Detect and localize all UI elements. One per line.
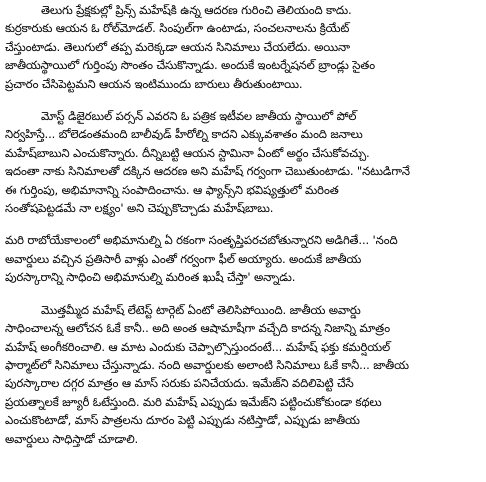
text-line: పురస్కారాన్ని సాధించి అభిమానుల్ని మరింత ఖుషీ చేస్తా' అన్నాడు. — [5, 270, 296, 285]
text-line: మహేష్‌బాబుని ఎంచుకొన్నారు. దీన్నిబట్టి ఆయన స్టామినా ఏంటో అర్థం చేసుకోవచ్చు. — [5, 145, 370, 160]
text-line: నిర్వహిస్తే... బోలెడంతమంది బాలీవుడ్ హీరోల్ని కాదని ఎక్కువశాతం మంది జనాలు — [5, 127, 363, 142]
paragraph-2 — [5, 107, 481, 217]
text-line: ఫార్మాట్‌లో సినిమాలు చేస్తున్నాడు. నంది అవార్డులకు అలాంటి సినిమాలు ఓకే కానీ... జాతీయ — [5, 357, 409, 372]
text-line: మొత్తమ్మీద మహేష్ లేటెస్ట్ టార్గెట్ ఏంటో తెలిసిపోయింది. జాతీయ అవార్డు — [41, 302, 361, 317]
paragraph-3 — [5, 231, 481, 286]
text-line: చేస్తుంటాడు. తెలుగులో తప్ప మరెక్కడా ఆయన సినిమాలు చేయలేదు. అయినా — [5, 39, 350, 54]
text-line: పురస్కారాల దగ్గర మాత్రం ఆ మాస్ సరుకు పనిచేయదు. ఇమేజ్‌ని వదిలిపెట్టి చేసే — [5, 376, 354, 391]
text-line: ఇదంతా నాకు సినిమాలతో దక్కిన ఆదరణ అని మహేష్ గర్వంగా చెబుతుంటాడు. "నటుడిగానే — [5, 164, 410, 179]
text-line: మరి రాబోయేకాలంలో అభిమానుల్ని ఏ రకంగా సంతృప్తిపరచబోతున్నారని అడిగితే... 'నంది — [5, 233, 398, 248]
text-line: ప్రచారం చేసిపెట్టమని ఆయన ఇంటిముందు బారులు తీరుతుంటాయి. — [5, 76, 303, 91]
text-line: సాధించాలన్న ఆలోచన ఓకే కానీ.. అది అంత ఆషామాషీగా వచ్చేది కాదన్న నిజాన్ని మాత్రం — [5, 321, 390, 336]
text-line: ఎంచుకొంటాడో, మాస్ పాత్రలను దూరం పెట్టి ఎప్పుడు నటిస్తాడో, ఎప్పుడు జాతీయ — [5, 413, 360, 428]
text-line: కుర్రకారుకు ఆయన ఓ రోల్‌మోడల్. సింపుల్‌గా ఉంటాడు, సంచలనాలను క్రియేట్ — [5, 21, 350, 36]
paragraph-1 — [5, 1, 481, 93]
text-line: అవార్డులు సాధిస్తాడో చూడాలి. — [5, 431, 139, 446]
text-line: జాతీయస్థాయిలో గుర్తింపు సొంతం చేసుకొన్నాడు. అందుకే ఇంటర్నేషనల్ బ్రాండ్లు సైతం — [5, 58, 376, 73]
text-line: ఈ గుర్తింపు, అభిమానాన్ని సంపాదించాను. ఆ ఫ్యాన్స్‌ని భవిష్యత్తులో మరింత — [5, 182, 339, 197]
text-line: మహేష్ అంగీకరించాలి. ఆ మాట ఎందుకు చెప్పాల్సొస్తుందంటే... మహేష్ ఫక్తు కమర్షియల్ — [5, 339, 391, 354]
article-body — [5, 1, 481, 481]
text-line: ప్రయత్నాలకే జ్యూరీ ఓటేస్తుంది. మరి మహేష్ ఎప్పుడు ఇమేజ్‌ని పట్టించుకోకుండా కథలు — [5, 394, 382, 409]
text-line: మోస్ట్ డిజైరబుల్ పర్సన్ ఎవరని ఓ పత్రిక ఇటీవల జాతీయ స్థాయిలో పోల్ — [41, 109, 357, 124]
text-line: సంతోషపెట్టడమే నా లక్ష్యం' అని చెప్పుకొచ్చాడు మహేష్‌బాబు. — [5, 201, 274, 216]
text-line: తెలుగు ప్రేక్షకుల్లో ప్రిన్స్ మహేష్‌కి ఉన్న ఆదరణ గురించి తెలియంది కాదు. — [41, 3, 352, 17]
text-line: అవార్డులు వచ్చిన ప్రతిసారీ వాళ్లు ఎంతో గర్వంగా ఫీల్ అయ్యారు. అందుకే జాతీయ — [5, 251, 362, 266]
paragraph-4 — [5, 301, 481, 448]
